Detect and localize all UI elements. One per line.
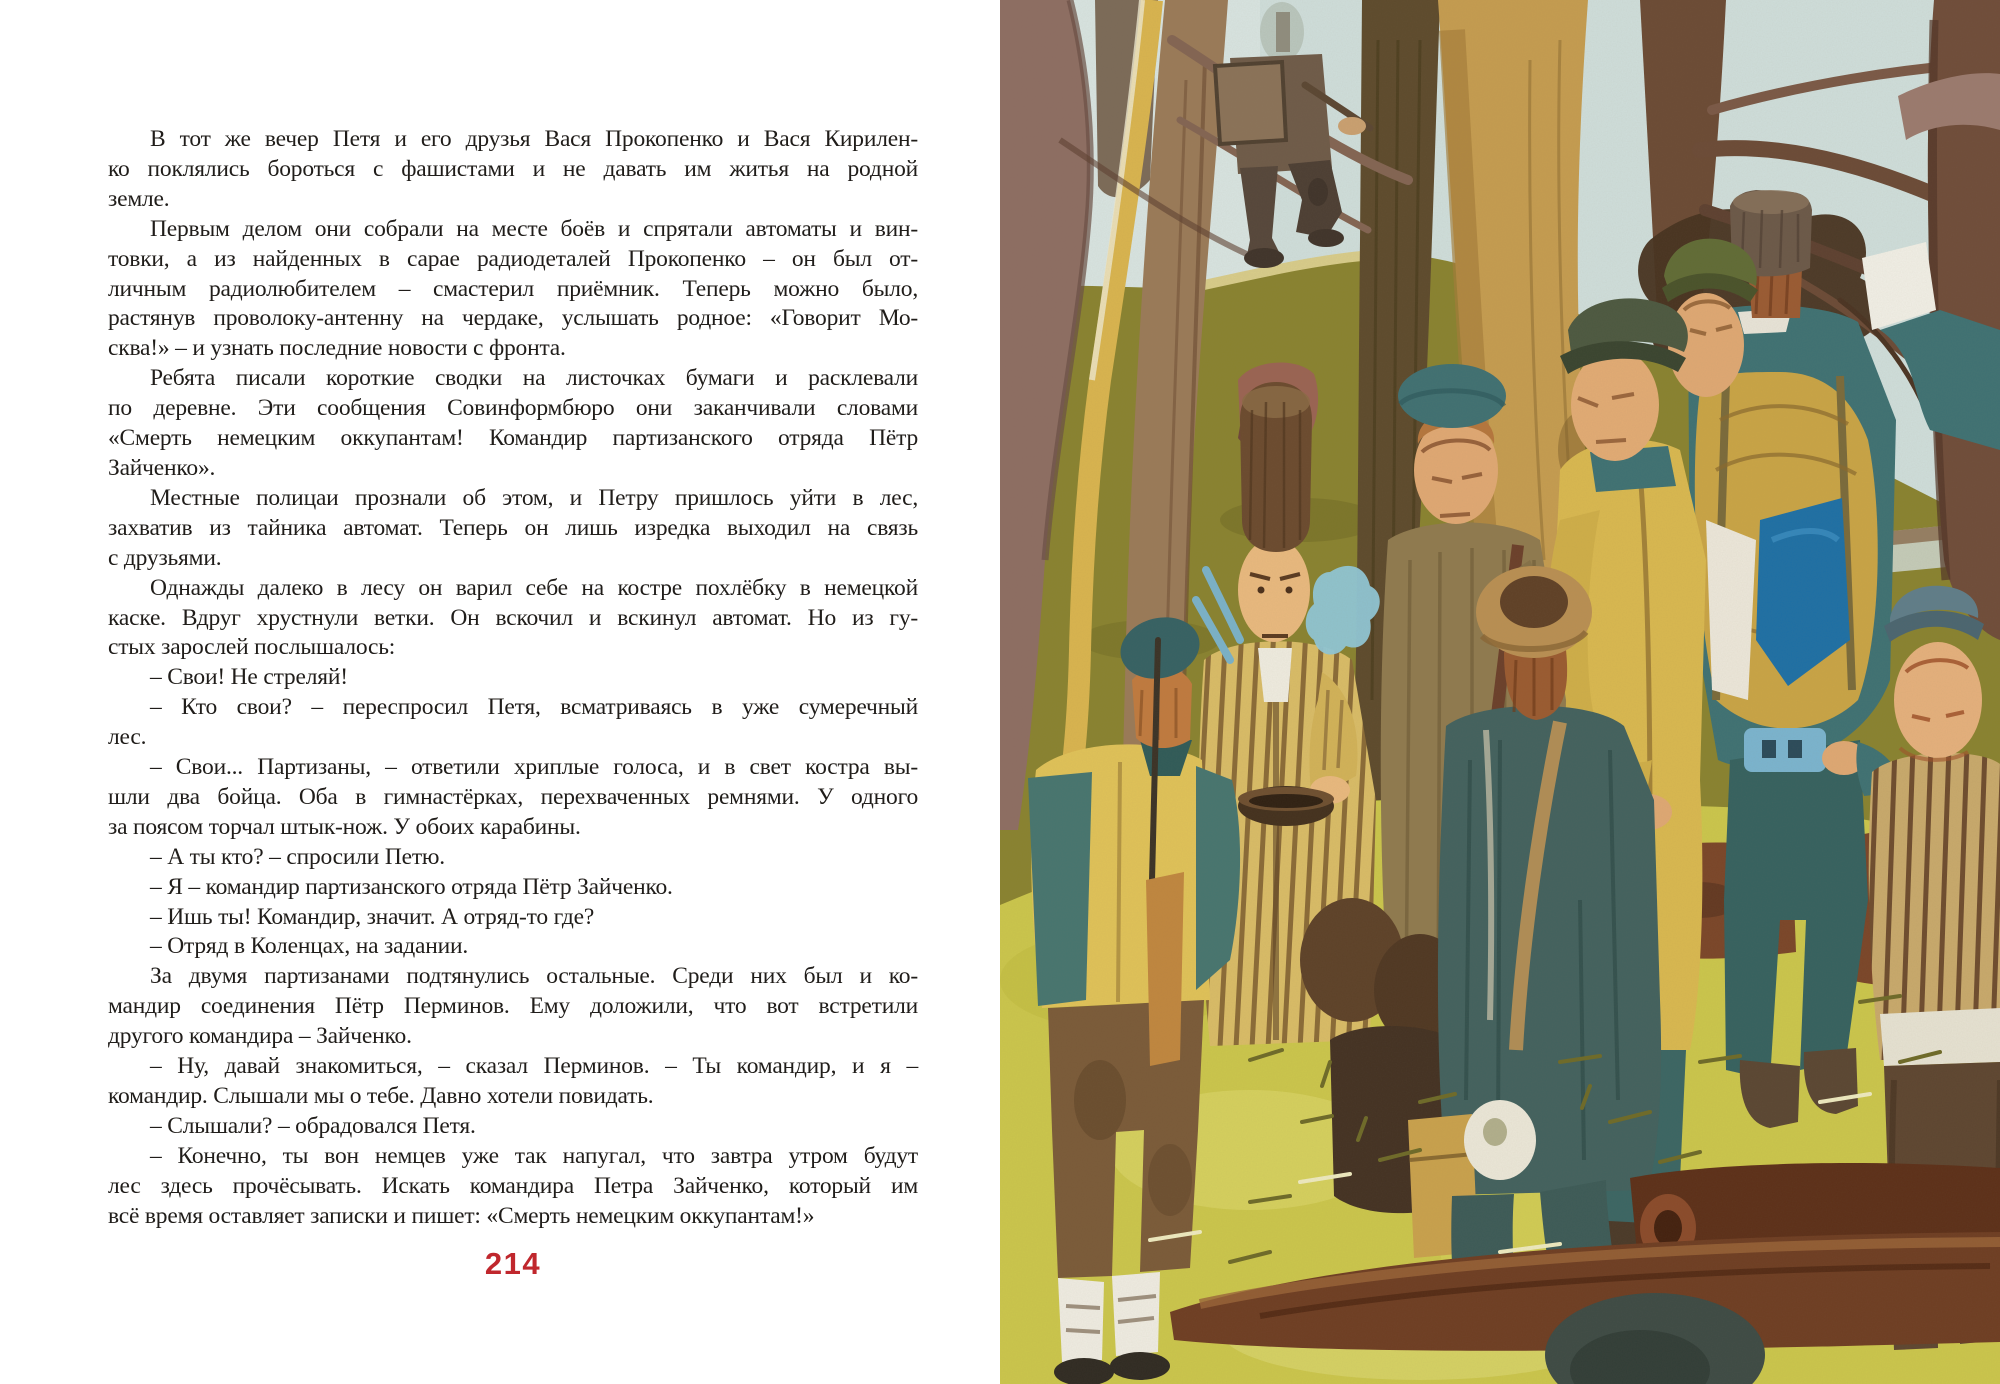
text-line: сква!» – и узнать последние новости с фронта. — [108, 335, 566, 362]
text-line: За двумя партизанами подтянулись остальные. Среди них был и ко- — [150, 963, 918, 990]
paragraph — [108, 574, 918, 664]
paragraph — [108, 1142, 918, 1232]
text-line: всё время оставляет записки и пишет: «Смерть немецким оккупантам!» — [108, 1202, 815, 1229]
paragraph — [108, 932, 918, 962]
text-line: – Кто свои? – переспросил Петя, всматриваясь в уже сумеречный — [150, 694, 918, 721]
text-line: – Конечно, ты вон немцев уже так напугал, что завтра утром будут — [150, 1142, 918, 1169]
text-line: товки, а из найденных в сарае радиодеталей Прокопенко – он был от- — [108, 245, 918, 272]
text-line: стых зарослей послышалось: — [108, 634, 396, 661]
text-line: мандир соединения Пётр Перминов. Ему доложили, что вот встретили — [108, 993, 918, 1020]
text-line: захватив из тайника автомат. Теперь он лишь изредка выходил на связь — [108, 514, 918, 541]
paragraph — [108, 903, 918, 933]
text-line: – Свои... Партизаны, – ответили хриплые голоса, и в свет костра вы- — [150, 754, 918, 781]
text-line: растянув проволоку-антенну на чердаке, услышать родное: «Говорит Мо- — [108, 305, 918, 332]
text-block — [108, 125, 918, 1232]
paragraph — [108, 215, 918, 365]
text-line: каске. Вдруг хрустнули ветки. Он вскочил и вскинул автомат. Но из гу- — [108, 604, 918, 631]
paragraph — [108, 125, 918, 215]
text-line: – Свои! Не стреляй! — [150, 664, 348, 691]
text-line: – Я – командир партизанского отряда Пётр Зайченко. — [150, 873, 673, 900]
text-line: В тот же вечер Петя и его друзья Вася Прокопенко и Вася Кирилен- — [150, 126, 918, 152]
paragraph — [108, 873, 918, 903]
page-number: 214 — [484, 1246, 542, 1281]
paragraph — [108, 843, 918, 873]
text-line: – Ишь ты! Командир, значит. А отряд-то где? — [150, 903, 595, 930]
paragraph — [108, 753, 918, 843]
text-line: Зайченко». — [108, 454, 216, 481]
paragraph — [108, 1112, 918, 1142]
text-line: лес. — [108, 724, 147, 751]
paragraph — [108, 1052, 918, 1112]
text-line: – Ну, давай знакомиться, – сказал Перминов. – Ты командир, и я – — [150, 1053, 918, 1080]
paragraph — [108, 484, 918, 574]
illustration — [1000, 0, 2000, 1384]
text-line: «Смерть немецким оккупантам! Командир партизанского отряда Пётр — [108, 425, 918, 452]
text-line: Ребята писали короткие сводки на листочках бумаги и расклевали — [150, 365, 918, 392]
text-line: Первым делом они собрали на месте боёв и спрятали автоматы и вин- — [150, 215, 918, 242]
text-line: личным радиолюбителем – смастерил приёмник. Теперь можно было, — [108, 275, 918, 302]
text-line: с друзьями. — [108, 544, 222, 571]
paragraph — [108, 693, 918, 753]
text-line: земле. — [108, 185, 170, 212]
illustration-svg — [1000, 0, 2000, 1384]
text-line: шли два бойца. Оба в гимнастёрках, перехваченных ремнями. У одного — [108, 783, 918, 810]
text-line: другого командира – Зайченко. — [108, 1023, 412, 1050]
text-line: Местные полицаи прознали об этом, и Петру пришлось уйти в лес, — [150, 484, 918, 511]
text-line: – Отряд в Коленцах, на задании. — [150, 933, 469, 960]
paragraph — [108, 364, 918, 484]
paragraph — [108, 962, 918, 1052]
paragraph — [108, 663, 918, 693]
text-line: за поясом торчал штык-нож. У обоих карабины. — [108, 813, 581, 840]
text-line: – Слышали? – обрадовался Петя. — [150, 1112, 476, 1139]
watercolor-grain-overlay — [1000, 0, 2000, 1384]
text-line: командир. Слышали мы о тебе. Давно хотели повидать. — [108, 1083, 654, 1109]
text-line: ко поклялись бороться с фашистами и не давать им житья на родной — [108, 155, 918, 182]
text-line: по деревне. Эти сообщения Совинформбюро они заканчивали словами — [108, 395, 918, 422]
text-line: лес здесь прочёсывать. Искать командира Петра Зайченко, который им — [108, 1172, 918, 1199]
text-line: Однажды далеко в лесу он варил себе на костре похлёбку в немецкой — [150, 574, 918, 601]
text-line: – А ты кто? – спросили Петю. — [150, 843, 445, 870]
